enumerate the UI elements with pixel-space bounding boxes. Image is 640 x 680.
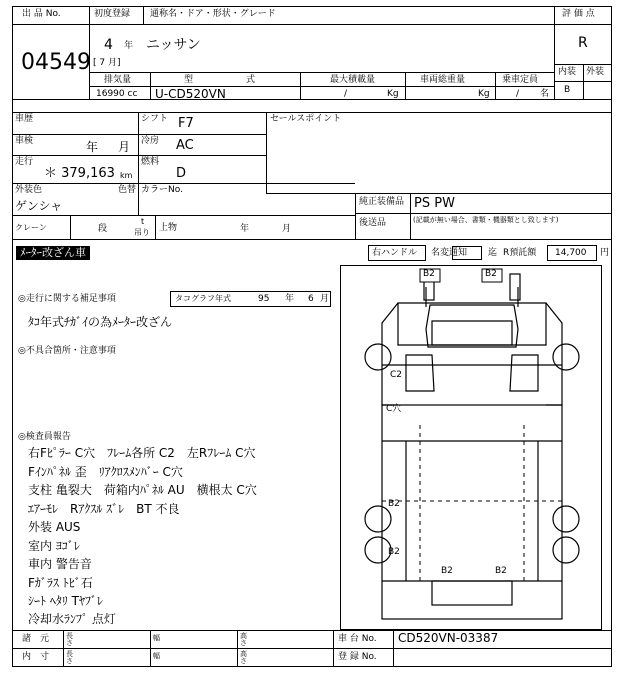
recycle-label: R預託額 — [503, 248, 537, 258]
report-line: ｴｱｰﾓﾚ Rｱｸｽﾙ ｽﾞﾚ BT 不良 — [28, 502, 180, 516]
capacity-value: / — [516, 89, 520, 99]
std-equip-label: 純正装備品 — [359, 197, 405, 207]
grade-label: 評 価 点 — [562, 9, 595, 19]
width-label: 幅 — [153, 634, 160, 642]
report-line: 車内 警告音 — [28, 557, 92, 571]
tacho-month-unit: 月 — [320, 294, 330, 304]
report-line: 支柱 亀裂大 荷箱内ﾊﾟﾈﾙ AU 横根太 C穴 — [28, 483, 257, 497]
gvw-unit: Kg — [478, 89, 490, 99]
lot-number: 04549 — [21, 50, 91, 75]
divider — [12, 215, 355, 216]
mark-front-left: B2 — [423, 269, 435, 279]
inner-height-label: 高さ — [240, 650, 247, 665]
damage-diagram — [340, 265, 602, 630]
report-line: Fｲﾝﾊﾟﾈﾙ 歪 ﾘｱｸﾛｽﾒﾝﾊﾞｰ C穴 — [28, 465, 183, 479]
ext-color-label: 外装色 — [15, 185, 43, 195]
fuel-label: 燃料 — [141, 157, 160, 167]
shift-label: シフト — [141, 114, 169, 124]
report-line: 右Fﾋﾟﾗｰ C穴 ﾌﾚｰﾑ各所 C2 左Rﾌﾚｰﾑ C穴 — [28, 446, 256, 460]
divider — [554, 6, 555, 99]
capacity-unit: 名 — [540, 89, 550, 99]
divider — [495, 72, 496, 99]
crane-stage: 段 — [98, 224, 108, 234]
tacho-year-unit: 年 — [285, 294, 295, 304]
tacho-label: タコグラフ年式 — [175, 294, 231, 303]
divider — [12, 24, 612, 25]
divider — [70, 215, 71, 239]
mark-b2-mid: B2 — [388, 499, 400, 509]
model-value: U-CD520VN — [155, 87, 226, 101]
defects-title: ◎不具合箇所・注意事項 — [18, 346, 116, 356]
crane-ton: t — [141, 217, 145, 226]
exterior-label: 外装 — [586, 67, 605, 77]
divider — [89, 72, 554, 73]
divider — [12, 155, 266, 156]
divider — [266, 193, 612, 194]
divider — [410, 193, 411, 239]
divider — [300, 72, 301, 99]
divider — [63, 630, 64, 667]
ext-color-value: ゲンシャ — [15, 199, 63, 213]
color-code-label: カラーNo. — [141, 185, 183, 195]
divider — [355, 193, 356, 239]
divider — [12, 99, 612, 100]
displacement-label: 排気量 — [104, 75, 132, 85]
crane-label: クレーン — [15, 223, 47, 232]
height-label: 高さ — [240, 632, 247, 647]
history-label: 車歴 — [15, 114, 34, 124]
length-label: 長さ — [66, 632, 73, 647]
ac-value: AC — [176, 138, 194, 153]
report-line: Fｶﾞﾗｽ ﾄﾋﾞ石 — [28, 576, 93, 590]
reg-year: 4 — [104, 37, 113, 53]
mileage-value: ＊ 379,163 — [44, 166, 115, 181]
divider — [333, 630, 334, 667]
model-label-2: 式 — [246, 75, 256, 85]
divider — [12, 112, 612, 113]
divider — [12, 183, 355, 184]
interior-grade: B — [564, 85, 571, 95]
tacho-year: 95 — [258, 294, 270, 304]
gvw-label: 車両総重量 — [420, 75, 466, 85]
chassis-number: CD520VN-03387 — [398, 631, 499, 645]
first-reg-label: 初度登録 — [94, 9, 131, 19]
inner-length-label: 長さ — [66, 650, 73, 665]
tacho-month: 6 — [308, 294, 314, 304]
reg-no-label: 登 録 No. — [338, 652, 377, 662]
divider — [155, 215, 156, 239]
reg-year-unit: 年 — [124, 41, 134, 51]
inspection-label: 車検 — [15, 136, 34, 146]
divider — [237, 630, 238, 667]
mark-c-hole: C穴 — [386, 404, 402, 414]
aftermarket-label: 後送品 — [359, 218, 387, 228]
report-line: 冷却水ﾗﾝﾌﾟ 点灯 — [28, 612, 116, 626]
name-change-label: 名変通知 — [431, 248, 468, 258]
chassis-label: 車 台 No. — [338, 634, 377, 644]
mark-c2: C2 — [390, 370, 403, 380]
model-label: 型 — [184, 75, 194, 85]
mark-b2-rear-left: B2 — [441, 566, 453, 576]
inspection-year: 年 — [86, 140, 99, 154]
overall-grade: R — [578, 35, 588, 51]
upper-month: 月 — [282, 224, 292, 234]
rhd-label: 右ハンドル — [372, 248, 418, 258]
report-line: 外装 AUS — [28, 520, 81, 534]
divider — [138, 183, 139, 215]
divider — [405, 72, 406, 99]
meter-tamper-badge: ﾒｰﾀｰ改ざん車 — [16, 246, 90, 260]
divider — [143, 6, 144, 24]
report-line: 室内 ﾖｺﾞﾚ — [28, 539, 80, 553]
divider — [266, 112, 267, 193]
sales-point-label: セールスポイント — [270, 114, 342, 124]
ac-label: 冷房 — [141, 136, 160, 146]
mileage-label: 走行 — [15, 157, 34, 167]
divider — [355, 213, 612, 214]
divider — [12, 239, 612, 240]
divider — [150, 72, 151, 99]
divider — [12, 630, 612, 631]
inner-width-label: 幅 — [153, 652, 160, 660]
report-title: ◎検査員報告 — [18, 432, 71, 442]
divider — [12, 134, 266, 135]
divider — [393, 630, 394, 667]
shift-value: F7 — [178, 116, 194, 131]
divider — [138, 112, 139, 183]
aftermarket-note: (記載が無い場合、書類・機器類とし致します) — [413, 216, 559, 224]
divider — [12, 648, 612, 649]
capacity-label: 乗車定員 — [502, 75, 539, 85]
recycle-amount: 14,700 — [555, 248, 587, 258]
interior-label: 内装 — [558, 67, 577, 77]
max-load-label: 最大積載量 — [330, 75, 376, 85]
inner-dims-label: 内 寸 — [22, 652, 50, 662]
max-load-unit: Kg — [387, 89, 399, 99]
color-change-label: 色替 — [118, 185, 137, 195]
displacement-value: 16990 cc — [96, 89, 138, 99]
mark-b2-rear-right: B2 — [495, 566, 507, 576]
mark-b2-low: B2 — [388, 547, 400, 557]
car-name: ニッサン — [146, 37, 201, 53]
divider — [150, 630, 151, 667]
mileage-unit: km — [120, 171, 133, 180]
mark-front-right: B2 — [485, 269, 497, 279]
recycle-unit: 円 — [600, 248, 610, 258]
reg-month: [ 7 月] — [93, 58, 121, 68]
upper-year: 年 — [240, 224, 250, 234]
name-change-suffix: 迄 — [488, 248, 498, 258]
report-line: ｼｰﾄ ﾍﾀﾘ Tﾔﾌﾞﾚ — [28, 594, 103, 608]
max-load-value: / — [344, 89, 348, 99]
fuel-value: D — [176, 166, 187, 181]
upper-label: 上物 — [159, 223, 178, 233]
running-notes-title: ◎走行に関する補足事項 — [18, 294, 116, 304]
divider — [554, 81, 612, 82]
std-equip-value: PS PW — [414, 196, 455, 211]
dims-label: 諸 元 — [22, 634, 50, 644]
lot-label: 出 品 No. — [22, 9, 61, 19]
running-note: ﾀｺ年式ﾁｶﾞｲの為ﾒｰﾀｰ改ざん — [28, 315, 173, 329]
name-change-box — [452, 246, 482, 260]
name-label: 通称名・ドア・形状・グレード — [150, 9, 276, 19]
crane-suspended: 吊り — [134, 228, 150, 237]
inspection-month: 月 — [118, 140, 131, 154]
